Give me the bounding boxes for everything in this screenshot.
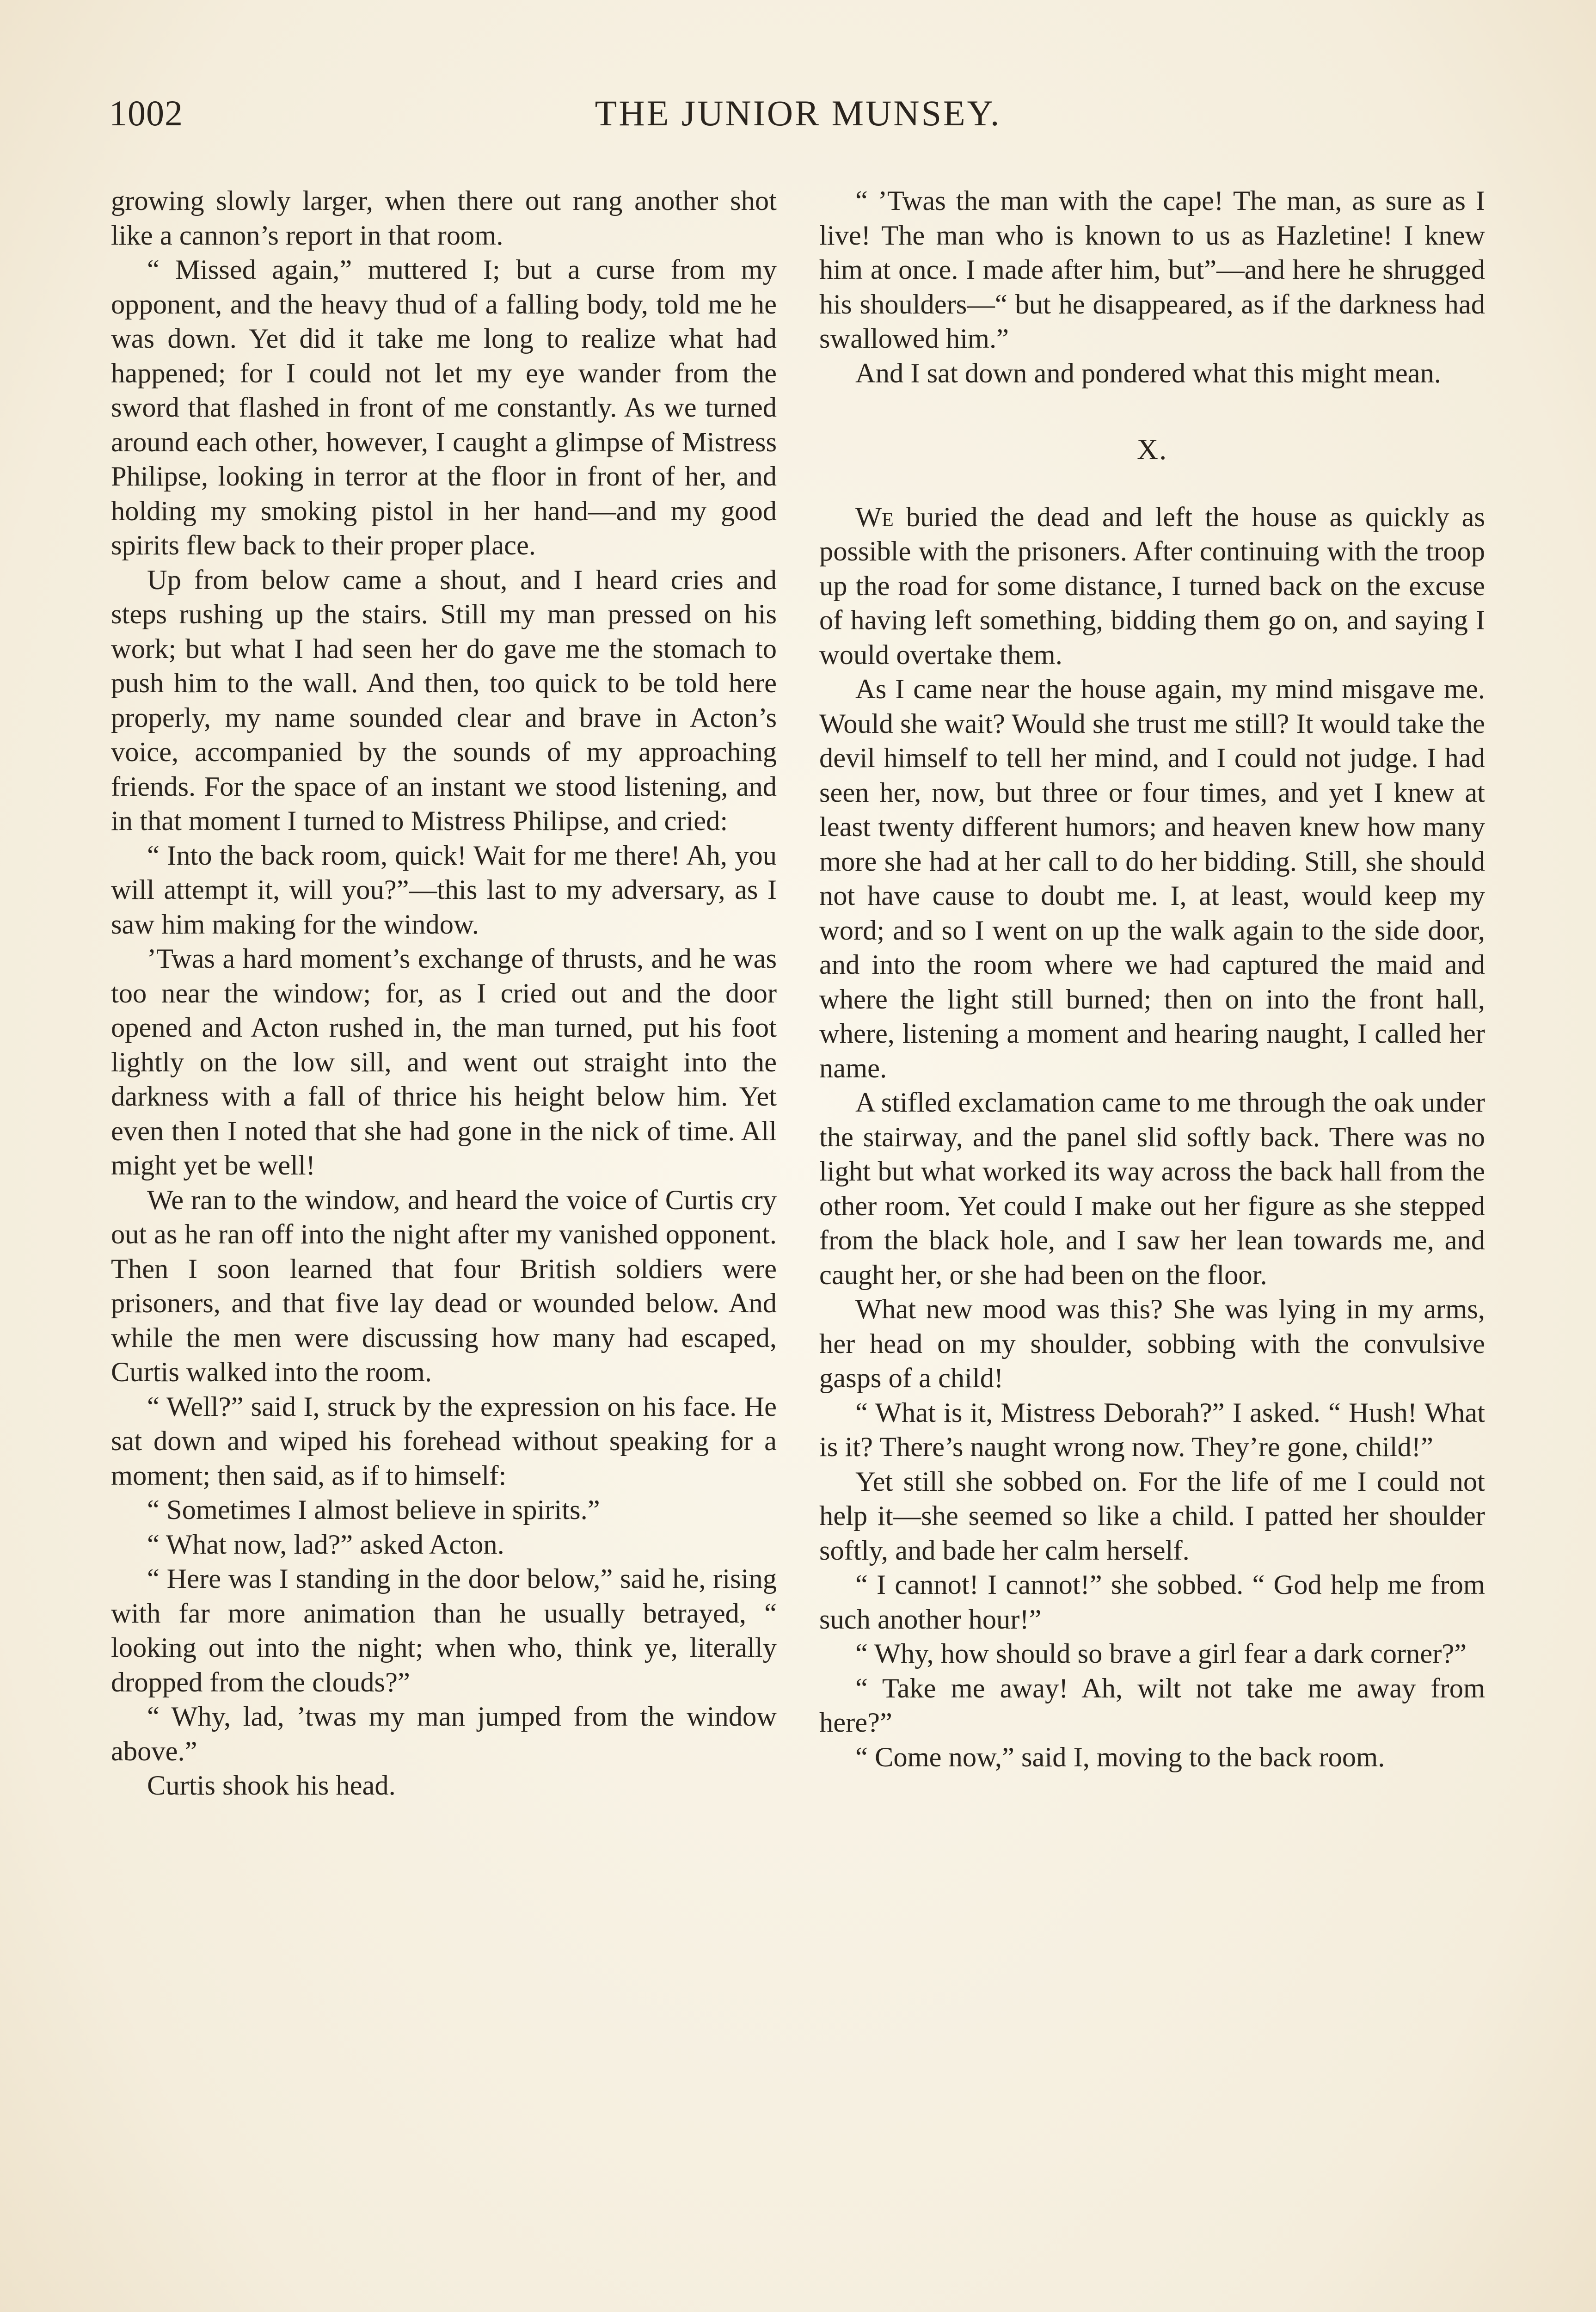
paragraph: “ Why, how should so brave a girl fear a dark corner?” xyxy=(855,1638,1467,1669)
paragraph: ’Twas a hard moment’s exchange of thrusts, and he was too near the window; for, as I cried out and the door opened and Acton rushed in, the man turned, put his foot lightly on the low sill, and went out straight into the darkness with a fall of thrice his height below him. Yet even then I noted that she had gone in the nick of time. All might yet be well! xyxy=(111,943,777,1181)
paragraph: “ Come now,” said I, moving to the back room. xyxy=(855,1741,1385,1773)
paragraph: “ ’Twas the man with the cape! The man, as sure as I live! The man who is known to us as Hazletine! I knew him at once. I made after him, but”—and here he shrugged his shoulders—“ but he disappeared, as if the darkness had swallowed him.” xyxy=(819,185,1485,354)
paragraph: “ Why, lad, ’twas my man jumped from the window above.” xyxy=(111,1701,777,1767)
paragraph: “ Sometimes I almost believe in spirits.” xyxy=(147,1494,600,1525)
paragraph: “ Here was I standing in the door below,” said he, rising with far more animation than he usually betrayed, “ looking out into the night; when who, think ye, literally dropped from the clouds?” xyxy=(111,1563,777,1698)
paragraph: Yet still she sobbed on. For the life of me I could not help it—she seemed so like a child. I patted her shoulder softly, and bade her calm herself. xyxy=(819,1466,1485,1566)
paragraph: Up from below came a shout, and I heard cries and steps rushing up the stairs. Still my man pressed on his work; but what I had seen her do gave me the stomach to push him to the wall. And then, too quick to be told here properly, my name sounded clear and brave in Acton’s voice, accompanied by the sounds of my approaching friends. For the space of an instant we stood listening, and in that moment I turned to Mistress Philipse, and cried: xyxy=(111,564,777,836)
paragraph: Curtis shook his head. xyxy=(147,1770,396,1801)
right-column-bottom xyxy=(819,672,1485,1775)
paragraph: “ Well?” said I, struck by the expression on his face. He sat down and wiped his forehead without speaking for a moment; then said, as if to himself: xyxy=(111,1391,777,1491)
chapter-opening-text: buried the dead and left the house as quickly as possible with the prisoners. After continuing with the troop up the road for some distance, I turned back on the excuse of having left something, bidding them go on, and saying I would overtake them. xyxy=(819,501,1485,670)
chapter-heading: X. xyxy=(1136,433,1168,466)
paragraph: As I came near the house again, my mind misgave me. Would she wait? Would she trust me still? It would take the devil himself to tell her mind, and I could not judge. I had seen her, now, but three or four times, and yet I knew at least twenty different humors; and heaven knew how many more she had at her call to do her bidding. Still, she should not have cause to doubt me. I, at least, would keep my word; and so I went on up the walk again to the side door, and into the room where we had captured the maid and where the light still burned; then on into the front hall, where, listening a moment and hearing naught, I called her name. xyxy=(819,674,1485,1084)
paragraph: And I sat down and pondered what this might mean. xyxy=(855,357,1441,389)
right-text-column xyxy=(819,184,1485,1775)
left-text-column xyxy=(111,184,777,1803)
paragraph: “ What now, lad?” asked Acton. xyxy=(147,1529,504,1560)
page-number: 1002 xyxy=(109,93,183,133)
paragraph: A stifled exclamation came to me through the oak under the stairway, and the panel slid softly back. There was no light but what worked its way across the back hall from the other room. Yet could I make out her figure as she stepped from the black hole, and I saw her lean towards me, and caught her, or she had been on the floor. xyxy=(819,1087,1485,1291)
chapter-initial-word: We xyxy=(855,501,894,533)
paragraph: What new mood was this? She was lying in my arms, her head on my shoulder, sobbing with the convulsive gasps of a child! xyxy=(819,1294,1485,1394)
chapter-opening-paragraph xyxy=(819,500,1485,673)
paragraph: “ I cannot! I cannot!” she sobbed. “ God help me from such another hour!” xyxy=(819,1569,1485,1635)
page-header xyxy=(109,92,1487,143)
paragraph: growing slowly larger, when there out rang another shot like a cannon’s report in that room. xyxy=(111,185,777,251)
paragraph: We ran to the window, and heard the voice of Curtis cry out as he ran off into the night after my vanished opponent. Then I soon learned that four British soldiers were prisoners, and that five lay dead or wounded below. And while the men were discussing how many had escaped, Curtis walked into the room. xyxy=(111,1184,777,1388)
running-title: THE JUNIOR MUNSEY. xyxy=(595,93,1001,133)
paragraph: “ What is it, Mistress Deborah?” I asked. “ Hush! What is it? There’s naught wrong now. They’re gone, child!” xyxy=(819,1397,1485,1463)
paragraph: “ Take me away! Ah, wilt not take me away from here?” xyxy=(819,1673,1485,1738)
paragraph: “ Missed again,” muttered I; but a curse from my opponent, and the heavy thud of a falling body, told me he was down. Yet did it take me long to realize what had happened; for I could not let my eye wander from the sword that flashed in front of me constantly. As we turned around each other, however, I caught a glimpse of Mistress Philipse, looking in terror at the floor in front of her, and holding my smoking pistol in her hand—and my good spirits flew back to their proper place. xyxy=(111,254,777,561)
paragraph: “ Into the back room, quick! Wait for me there! Ah, you will attempt it, will you?”—this last to my adversary, as I saw him making for the window. xyxy=(111,840,777,940)
right-column-top xyxy=(819,184,1485,391)
